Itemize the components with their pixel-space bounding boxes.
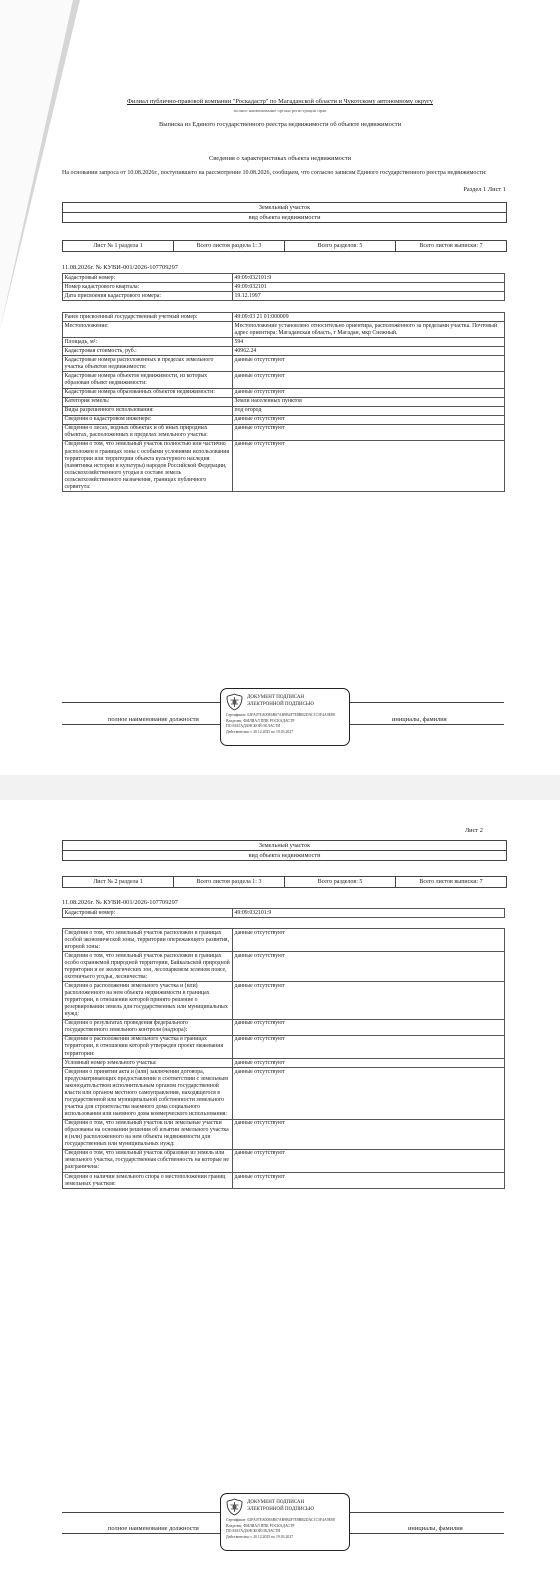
- field-value: данные отсутствуют: [233, 1035, 505, 1058]
- cadastral-table: [62, 908, 505, 918]
- document-page-2: [0, 800, 560, 1584]
- total-sheets: Всего листов выписки: 7: [419, 243, 483, 249]
- stamp-title: [247, 1500, 314, 1514]
- field-label: Сведения о том, что земельный участок или земельные участки образованы на основании решения об изъятии земельного участка и (или) расположенного на нем объекта недвижимости для государственных или муниципальных нужд:: [63, 1119, 233, 1149]
- field-label: Сведения о расположении земельного участка и (или) расположенного на нем объекта недвижимости в границах территории, в отношении которой принято решение о резервировании земель для государственных или муниципальных нужд:: [63, 982, 233, 1019]
- stamp-title-line-2: ЭЛЕКТРОННОЙ ПОДПИСЬЮ: [247, 1506, 314, 1512]
- field-label: Кадастровый номер:: [63, 909, 233, 918]
- table-row: [63, 440, 505, 491]
- electronic-signature-stamp: [220, 688, 350, 746]
- table-row: [63, 1035, 505, 1058]
- stamp-region: ПО МАГАДАНСКОЙ ОБЛАСТИ: [226, 1529, 281, 1533]
- total-sheets-section: Всего листов раздела 1: 3: [174, 877, 285, 887]
- table-row: [63, 283, 505, 292]
- total-sheets: Всего листов выписки: 7: [419, 879, 483, 885]
- table-row: [63, 313, 505, 322]
- field-label: Кадастровая стоимость, руб.:: [63, 347, 233, 356]
- stamp-certificate: Сертификат: 02FA07EA00E6B07AB9B4F7E8BB2DAC1C5F4A9E88: [226, 1518, 335, 1522]
- field-value: Местоположение установлено относительно ориентира, расположенного за пределами участка. Почтовый адрес ориентира: Магаданская область, г Магадан, мкр Снежный.: [233, 322, 505, 338]
- characteristics-table: [62, 312, 505, 492]
- table-row: [63, 1068, 505, 1119]
- field-value: данные отсутствуют: [233, 415, 505, 424]
- field-value: данные отсутствуют: [233, 982, 505, 1019]
- table-row: [63, 347, 505, 356]
- agency-caption: полное наименование органа регистрации прав: [233, 108, 327, 113]
- total-sheets-section: Всего листов раздела 1: 3: [174, 241, 285, 251]
- section-sheet-label: Раздел 1 Лист 1: [463, 186, 506, 193]
- position-caption: полное наименование должности: [108, 716, 199, 723]
- stamp-validity: Действителен: с 20.12.2025 по 19.03.2027: [226, 1534, 294, 1539]
- table-row: [63, 909, 505, 918]
- table-row: [63, 406, 505, 415]
- field-label: Кадастровые номера расположенных в пределах земельного участка объектов недвижимости:: [63, 356, 233, 372]
- field-value: данные отсутствуют: [233, 929, 505, 952]
- sheet-number: Лист № 1 раздела 1: [63, 241, 174, 251]
- field-label: Сведения о наличии земельного спора о местоположении границ земельных участков:: [63, 1173, 233, 1189]
- agency-name: Филиал публично-правовой компании "Роскадастр" по Магаданской области и Чукотскому автономному округу: [126, 98, 434, 105]
- field-value: Земли населенных пунктов: [233, 397, 505, 406]
- field-value: данные отсутствуют: [233, 952, 505, 982]
- field-label: Сведения о расположении земельного участка в границах территории, в отношении которой утвержден проект межевания территории:: [63, 1035, 233, 1058]
- field-label: Сведения о принятии акта и (или) заключении договора, предусматривающих предоставление в соответствии с земельным законодательством исполнительным органом государственной власти или органом местного самоуправления, находящегося в государственной или муниципальной собственности земельного участка для строительства наемного дома социального использования или наемного дома коммерческого использования:: [63, 1068, 233, 1119]
- table-row: [63, 338, 505, 347]
- name-caption: инициалы, фамилия: [408, 1525, 463, 1532]
- coat-of-arms-icon: [226, 1498, 243, 1516]
- field-value: 49:09:032101:9: [233, 909, 505, 918]
- field-label: Категория земель:: [63, 397, 233, 406]
- stamp-title: [247, 695, 314, 709]
- field-label: Кадастровый номер:: [63, 274, 233, 283]
- field-value: данные отсутствуют: [233, 356, 505, 372]
- total-sections: Всего разделов: 5: [285, 877, 396, 887]
- name-caption: инициалы, фамилия: [392, 716, 447, 723]
- field-label: Дата присвоения кадастрового номера:: [63, 292, 233, 301]
- stamp-owner: Владелец: ФИЛИАЛ ППК РОСКАДАСТР: [226, 1523, 295, 1528]
- position-caption: полное наименование должности: [108, 1525, 199, 1532]
- field-value: данные отсутствуют: [233, 372, 505, 388]
- field-label: Сведения о том, что земельный участок образован из земель или земельного участка, государственная собственность на которые не разграничена:: [63, 1149, 233, 1172]
- table-row: [63, 415, 505, 424]
- field-label: Сведения о том, что земельный участок полностью или частично расположен в границах зоны с особыми условиями использования территории или территории объекта культурного наследия (памятника истории и культуры) народов Российской Федерации, сельскохозяйственного угодья в составе земель сельскохозяйственного назначения, границах публичного сервитута:: [63, 440, 233, 491]
- field-value: 49:09:03 21 01:000009: [233, 313, 505, 322]
- field-value: данные отсутствуют: [233, 424, 505, 440]
- field-value: 594: [233, 338, 505, 347]
- table-row: [63, 952, 505, 982]
- table-row: [63, 929, 505, 952]
- object-type-header: [62, 202, 507, 223]
- table-row: [63, 322, 505, 338]
- table-row: [63, 274, 505, 283]
- field-label: Виды разрешенного использования:: [63, 406, 233, 415]
- stamp-info: [226, 713, 335, 735]
- object-type-caption: вид объекта недвижимости: [248, 852, 321, 859]
- field-value: данные отсутствуют: [233, 440, 505, 491]
- table-row: [63, 1119, 505, 1149]
- stamp-info: [226, 1518, 335, 1540]
- field-label: Номер кадастрового квартала:: [63, 283, 233, 292]
- table-row: [63, 292, 505, 301]
- document-page-1: [0, 0, 560, 775]
- field-value: данные отсутствуют: [233, 1019, 505, 1035]
- sheet-label: Лист 2: [464, 827, 483, 834]
- stamp-validity: Действителен: с 20.12.2025 по 19.03.2027: [226, 729, 294, 734]
- table-row: [63, 424, 505, 440]
- characteristics-table: [62, 928, 505, 1189]
- field-label: Кадастровые номера объектов недвижимости, из которых образован объект недвижимости:: [63, 372, 233, 388]
- table-row: [63, 1019, 505, 1035]
- document-number: 11.08.2026г. № КУВИ-001/2026-107709297: [62, 899, 179, 906]
- table-row: [63, 1173, 505, 1189]
- field-value: 49:09:032101:9: [233, 274, 505, 283]
- field-value: 40962.24: [233, 347, 505, 356]
- sheet-counter-row: [62, 876, 507, 888]
- table-row: [63, 982, 505, 1019]
- object-type-caption: вид объекта недвижимости: [248, 214, 321, 221]
- field-value: данные отсутствуют: [233, 1059, 505, 1068]
- field-value: 19.12.1997: [233, 292, 505, 301]
- field-label: Сведения о том, что земельный участок расположен в границах особо охраняемой природной территории, Байкальской природной территории и ее экологических зон, лесопарковом зеленом поясе, охотничьего угодья, лесничества:: [63, 952, 233, 982]
- request-text: На основании запроса от 10.08.2026г., поступившего на рассмотрение 10.08.2026, сообщаем, что согласно записям Единого государственного реестра недвижимости:: [62, 170, 487, 176]
- stamp-certificate: Сертификат: 02FA07EA00E6B07AB9B4F7E8BB2DAC1C5F4A9E88: [226, 713, 335, 717]
- field-label: Кадастровые номера образованных объектов недвижимости:: [63, 388, 233, 397]
- document-number: 11.08.2026г. № КУВИ-001/2026-107709297: [62, 264, 179, 271]
- field-label: Сведения о результатах проведения федерального государственного земельного контроля (надзора):: [63, 1019, 233, 1035]
- field-value: данные отсутствуют: [233, 1119, 505, 1149]
- object-type-header: [62, 840, 507, 861]
- stamp-title-line-1: ДОКУМЕНТ ПОДПИСАН: [247, 1500, 305, 1505]
- stamp-title-line-1: ДОКУМЕНТ ПОДПИСАН: [247, 695, 305, 700]
- section-title: Сведения о характеристиках объекта недвижимости: [208, 155, 352, 162]
- sheet-number: Лист № 2 раздела 1: [63, 877, 174, 887]
- field-label: Площадь, м²:: [63, 338, 233, 347]
- field-label: Ранее присвоенный государственный учетный номер:: [63, 313, 233, 322]
- stamp-title-line-2: ЭЛЕКТРОННОЙ ПОДПИСЬЮ: [247, 701, 314, 707]
- stamp-region: ПО МАГАДАНСКОЙ ОБЛАСТИ: [226, 724, 281, 728]
- field-value: данные отсутствуют: [233, 1068, 505, 1119]
- field-label: Сведения о том, что земельный участок расположен в границах особой экономической зоны, территории опережающего развития, игорной зоны:: [63, 929, 233, 952]
- table-row: [63, 1059, 505, 1068]
- field-value: данные отсутствуют: [233, 1173, 505, 1189]
- extract-title: Выписка из Единого государственного реестра недвижимости об объекте недвижимости: [158, 121, 401, 128]
- field-label: Условный номер земельного участка:: [63, 1059, 233, 1068]
- object-type: Земельный участок: [63, 203, 506, 213]
- table-row: [63, 397, 505, 406]
- field-label: Сведения о кадастровом инженере:: [63, 415, 233, 424]
- field-value: данные отсутствуют: [233, 1149, 505, 1172]
- field-value: 49:09:032101: [233, 283, 505, 292]
- sheet-counter-row: [62, 240, 507, 252]
- stamp-owner: Владелец: ФИЛИАЛ ППК РОСКАДАСТР: [226, 718, 295, 723]
- total-sections: Всего разделов: 5: [285, 241, 396, 251]
- field-label: Сведения о лесах, водных объектах и об иных природных объектах, расположенных в пределах земельного участка:: [63, 424, 233, 440]
- field-label: Местоположение:: [63, 322, 233, 338]
- table-row: [63, 1149, 505, 1172]
- table-row: [63, 372, 505, 388]
- field-value: под огород: [233, 406, 505, 415]
- electronic-signature-stamp: [220, 1493, 350, 1551]
- object-type: Земельный участок: [63, 841, 506, 851]
- cadastral-table: [62, 273, 505, 301]
- table-row: [63, 356, 505, 372]
- table-row: [63, 388, 505, 397]
- field-value: данные отсутствуют: [233, 388, 505, 397]
- coat-of-arms-icon: [226, 693, 243, 711]
